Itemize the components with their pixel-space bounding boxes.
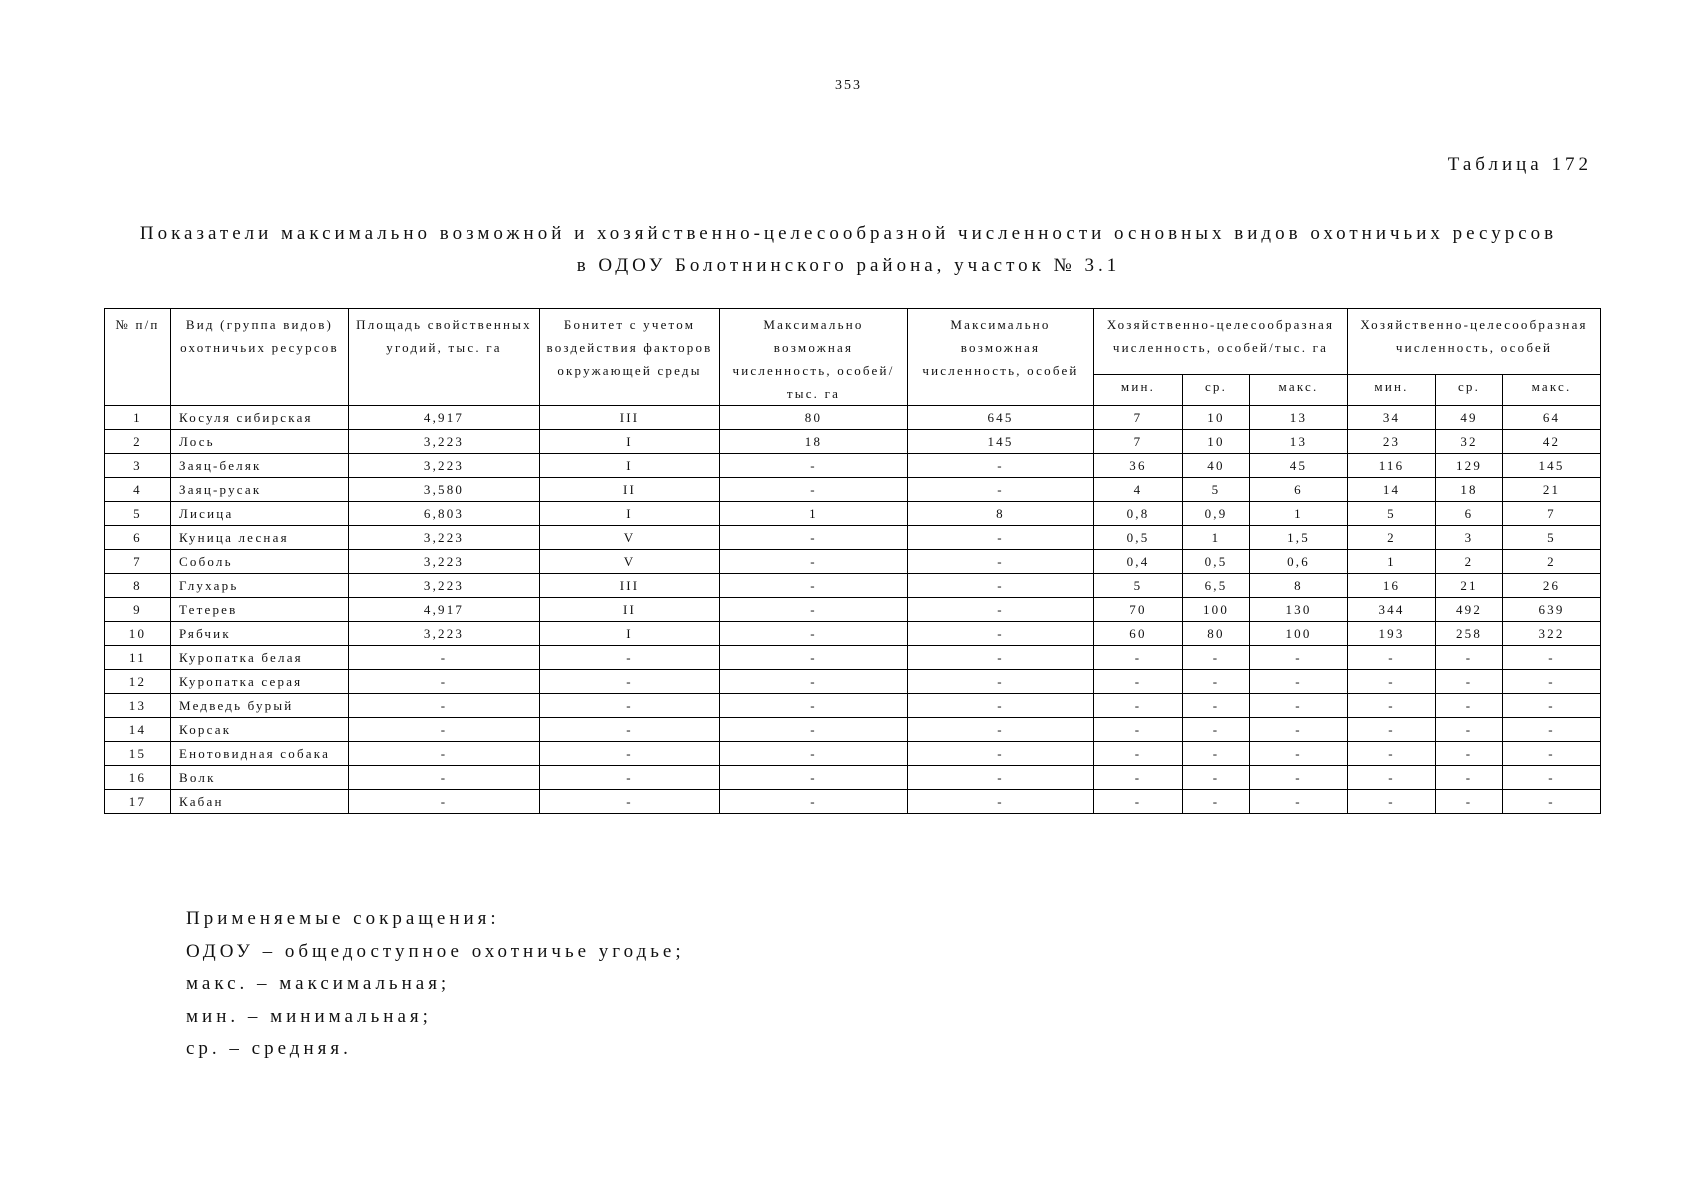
cell-econ-density-min: - [1094,718,1183,742]
cell-max-count: - [908,454,1094,478]
header-species: Вид (группа видов) охотничьих ресурсов [171,309,349,406]
cell-econ-density-min: 0,5 [1094,526,1183,550]
cell-area: - [349,646,540,670]
cell-num: 14 [105,718,171,742]
cell-num: 7 [105,550,171,574]
cell-econ-density-min: 4 [1094,478,1183,502]
cell-econ-count-avg: 3 [1436,526,1503,550]
cell-econ-density-avg: - [1183,646,1250,670]
cell-econ-count-max: - [1503,646,1601,670]
subheader-min: мин. [1094,374,1183,405]
cell-econ-density-avg: 100 [1183,598,1250,622]
cell-econ-count-max: 64 [1503,406,1601,430]
cell-max-density: - [720,622,908,646]
cell-econ-count-avg: 492 [1436,598,1503,622]
table-row [105,526,1601,550]
table-row [105,478,1601,502]
cell-max-count: 145 [908,430,1094,454]
cell-max-density: 18 [720,430,908,454]
cell-num: 16 [105,766,171,790]
cell-econ-density-max: 1 [1250,502,1348,526]
cell-econ-density-min: - [1094,646,1183,670]
cell-econ-density-max: - [1250,670,1348,694]
table-row [105,550,1601,574]
cell-area: 4,917 [349,406,540,430]
cell-econ-count-max: 322 [1503,622,1601,646]
cell-num: 8 [105,574,171,598]
cell-bonitet: - [540,694,720,718]
cell-bonitet: II [540,478,720,502]
cell-econ-density-max: - [1250,742,1348,766]
cell-max-count: - [908,646,1094,670]
cell-econ-count-min: 34 [1348,406,1436,430]
cell-bonitet: V [540,550,720,574]
cell-econ-count-max: 145 [1503,454,1601,478]
header-max-count: Максимально возможная численность, особей [908,309,1094,406]
subheader-avg: ср. [1183,374,1250,405]
cell-econ-count-min: 16 [1348,574,1436,598]
cell-max-density: - [720,670,908,694]
table-row [105,766,1601,790]
cell-num: 3 [105,454,171,478]
header-area: Площадь свойственных угодий, тыс. га [349,309,540,406]
cell-econ-count-avg: 32 [1436,430,1503,454]
cell-econ-density-min: - [1094,670,1183,694]
cell-econ-count-avg: 21 [1436,574,1503,598]
cell-species: Корсак [171,718,349,742]
table-row [105,598,1601,622]
cell-econ-count-max: 26 [1503,574,1601,598]
cell-econ-density-avg: 10 [1183,406,1250,430]
cell-max-count: - [908,598,1094,622]
header-econ-density: Хозяйственно-целесообразная численность, особей/тыс. га [1094,309,1348,375]
cell-econ-count-avg: - [1436,646,1503,670]
cell-max-density: 1 [720,502,908,526]
cell-species: Косуля сибирская [171,406,349,430]
cell-econ-count-max: 2 [1503,550,1601,574]
cell-max-density: - [720,478,908,502]
cell-econ-count-avg: 258 [1436,622,1503,646]
abbreviations-notes [186,903,685,1066]
cell-econ-density-avg: - [1183,742,1250,766]
header-econ-count: Хозяйственно-целесообразная численность, особей [1348,309,1601,375]
cell-econ-density-max: 1,5 [1250,526,1348,550]
table-row [105,718,1601,742]
population-table [104,308,1601,814]
cell-max-density: - [720,742,908,766]
cell-max-count: - [908,526,1094,550]
cell-bonitet: - [540,718,720,742]
cell-econ-count-min: 14 [1348,478,1436,502]
cell-max-count: - [908,574,1094,598]
cell-area: 3,223 [349,622,540,646]
cell-area: 3,223 [349,430,540,454]
cell-num: 13 [105,694,171,718]
cell-econ-count-avg: - [1436,790,1503,814]
cell-max-density: - [720,598,908,622]
cell-econ-count-avg: 6 [1436,502,1503,526]
cell-area: - [349,718,540,742]
cell-max-count: - [908,670,1094,694]
cell-econ-density-avg: - [1183,718,1250,742]
cell-econ-count-max: - [1503,742,1601,766]
cell-num: 9 [105,598,171,622]
cell-econ-count-min: 344 [1348,598,1436,622]
cell-econ-density-max: 45 [1250,454,1348,478]
document-title [60,218,1637,282]
cell-econ-count-max: - [1503,766,1601,790]
cell-max-density: - [720,718,908,742]
cell-econ-count-min: 5 [1348,502,1436,526]
cell-area: 3,580 [349,478,540,502]
cell-num: 6 [105,526,171,550]
cell-max-count: - [908,478,1094,502]
cell-max-count: - [908,790,1094,814]
cell-econ-count-avg: 2 [1436,550,1503,574]
cell-econ-density-avg: - [1183,790,1250,814]
cell-num: 15 [105,742,171,766]
cell-econ-count-avg: - [1436,718,1503,742]
subheader-max: макс. [1503,374,1601,405]
cell-max-density: - [720,526,908,550]
cell-bonitet: - [540,670,720,694]
cell-max-density: - [720,766,908,790]
note-item: мин. – минимальная; [186,1005,432,1027]
note-item: макс. – максимальная; [186,973,451,994]
cell-econ-density-min: 5 [1094,574,1183,598]
cell-area: - [349,766,540,790]
cell-num: 1 [105,406,171,430]
cell-econ-density-max: - [1250,718,1348,742]
cell-num: 4 [105,478,171,502]
cell-bonitet: - [540,790,720,814]
cell-econ-density-max: 8 [1250,574,1348,598]
cell-bonitet: III [540,574,720,598]
cell-econ-count-min: - [1348,718,1436,742]
cell-max-count: 8 [908,502,1094,526]
cell-econ-count-max: - [1503,718,1601,742]
cell-econ-count-avg: - [1436,766,1503,790]
cell-econ-density-avg: 0,5 [1183,550,1250,574]
table-row [105,622,1601,646]
title-line-2: в ОДОУ Болотнинского района, участок № 3.1 [576,255,1121,276]
cell-bonitet: I [540,454,720,478]
cell-econ-count-max: 21 [1503,478,1601,502]
cell-econ-density-avg: - [1183,670,1250,694]
cell-econ-density-max: - [1250,790,1348,814]
cell-species: Енотовидная собака [171,742,349,766]
cell-bonitet: I [540,430,720,454]
cell-econ-count-min: - [1348,742,1436,766]
table-row [105,502,1601,526]
cell-max-density: - [720,454,908,478]
cell-species: Глухарь [171,574,349,598]
cell-bonitet: V [540,526,720,550]
cell-econ-count-min: - [1348,694,1436,718]
cell-econ-density-min: - [1094,742,1183,766]
cell-max-count: 645 [908,406,1094,430]
cell-econ-density-avg: 40 [1183,454,1250,478]
table-row [105,742,1601,766]
cell-econ-density-avg: 1 [1183,526,1250,550]
cell-econ-density-max: 130 [1250,598,1348,622]
cell-econ-count-max: 42 [1503,430,1601,454]
cell-econ-density-avg: - [1183,766,1250,790]
cell-area: - [349,694,540,718]
cell-econ-count-min: 1 [1348,550,1436,574]
cell-max-density: - [720,574,908,598]
cell-max-density: - [720,646,908,670]
cell-econ-count-min: - [1348,766,1436,790]
cell-econ-count-min: - [1348,790,1436,814]
cell-econ-density-min: 70 [1094,598,1183,622]
page-number: 353 [835,78,862,93]
cell-species: Медведь бурый [171,694,349,718]
table-row [105,790,1601,814]
table-row [105,646,1601,670]
table-row [105,694,1601,718]
cell-econ-count-avg: - [1436,694,1503,718]
note-item: ОДОУ – общедоступное охотничье угодье; [186,940,685,962]
table-row [105,430,1601,454]
cell-econ-density-min: 7 [1094,406,1183,430]
cell-area: - [349,742,540,766]
cell-econ-count-max: 639 [1503,598,1601,622]
notes-heading: Применяемые сокращения: [186,908,500,929]
cell-econ-count-max: 7 [1503,502,1601,526]
cell-species: Заяц-русак [171,478,349,502]
cell-econ-density-min: 0,8 [1094,502,1183,526]
cell-econ-count-max: - [1503,670,1601,694]
cell-econ-density-min: 36 [1094,454,1183,478]
subheader-min: мин. [1348,374,1436,405]
cell-econ-density-min: 7 [1094,430,1183,454]
note-item: ср. – средняя. [186,1038,352,1059]
cell-max-count: - [908,766,1094,790]
cell-econ-density-min: 0,4 [1094,550,1183,574]
cell-area: 4,917 [349,598,540,622]
cell-species: Лисица [171,502,349,526]
cell-area: 3,223 [349,574,540,598]
cell-bonitet: III [540,406,720,430]
cell-bonitet: I [540,622,720,646]
cell-species: Соболь [171,550,349,574]
cell-econ-count-avg: 49 [1436,406,1503,430]
cell-econ-count-min: - [1348,646,1436,670]
table-label: Таблица 172 [1447,154,1592,175]
cell-econ-density-max: 13 [1250,406,1348,430]
cell-max-count: - [908,742,1094,766]
subheader-avg: ср. [1436,374,1503,405]
cell-econ-density-max: 0,6 [1250,550,1348,574]
cell-econ-density-min: - [1094,766,1183,790]
cell-econ-count-min: - [1348,670,1436,694]
cell-econ-density-min: - [1094,790,1183,814]
cell-econ-density-avg: 0,9 [1183,502,1250,526]
cell-max-density: 80 [720,406,908,430]
cell-num: 12 [105,670,171,694]
cell-max-count: - [908,622,1094,646]
cell-num: 17 [105,790,171,814]
cell-species: Куница лесная [171,526,349,550]
cell-econ-count-max: 5 [1503,526,1601,550]
cell-econ-density-max: 100 [1250,622,1348,646]
cell-max-density: - [720,694,908,718]
cell-max-count: - [908,550,1094,574]
cell-species: Кабан [171,790,349,814]
header-num: № п/п [105,309,171,406]
cell-species: Куропатка серая [171,670,349,694]
cell-econ-density-min: 60 [1094,622,1183,646]
table-row [105,574,1601,598]
table-header-row [105,309,1601,375]
cell-max-count: - [908,718,1094,742]
cell-num: 5 [105,502,171,526]
cell-econ-count-avg: - [1436,670,1503,694]
cell-bonitet: I [540,502,720,526]
cell-econ-density-max: - [1250,646,1348,670]
cell-species: Куропатка белая [171,646,349,670]
cell-max-count: - [908,694,1094,718]
cell-species: Заяц-беляк [171,454,349,478]
table-row [105,406,1601,430]
cell-bonitet: - [540,766,720,790]
subheader-max: макс. [1250,374,1348,405]
cell-econ-density-avg: 6,5 [1183,574,1250,598]
cell-econ-count-min: 116 [1348,454,1436,478]
cell-bonitet: - [540,646,720,670]
cell-bonitet: - [540,742,720,766]
cell-econ-density-max: - [1250,766,1348,790]
cell-species: Волк [171,766,349,790]
cell-area: 6,803 [349,502,540,526]
cell-econ-density-avg: - [1183,694,1250,718]
cell-area: - [349,670,540,694]
header-max-density: Максимально возможная численность, особей/тыс. га [720,309,908,406]
cell-area: - [349,790,540,814]
cell-econ-density-min: - [1094,694,1183,718]
cell-econ-density-avg: 10 [1183,430,1250,454]
cell-max-density: - [720,790,908,814]
table-row [105,454,1601,478]
cell-econ-density-avg: 5 [1183,478,1250,502]
cell-num: 11 [105,646,171,670]
cell-econ-count-min: 193 [1348,622,1436,646]
cell-area: 3,223 [349,550,540,574]
cell-econ-density-avg: 80 [1183,622,1250,646]
cell-species: Тетерев [171,598,349,622]
title-line-1: Показатели максимально возможной и хозяйственно-целесообразной численности основных видов охотничьих ресурсов [139,223,1558,244]
header-bonitet: Бонитет с учетом воздействия факторов окружающей среды [540,309,720,406]
cell-econ-count-max: - [1503,694,1601,718]
cell-area: 3,223 [349,526,540,550]
cell-econ-count-avg: - [1436,742,1503,766]
cell-econ-count-max: - [1503,790,1601,814]
table-row [105,670,1601,694]
cell-econ-count-min: 23 [1348,430,1436,454]
cell-num: 2 [105,430,171,454]
cell-econ-density-max: 6 [1250,478,1348,502]
notes-list [186,936,685,1066]
cell-econ-count-min: 2 [1348,526,1436,550]
cell-area: 3,223 [349,454,540,478]
cell-species: Лось [171,430,349,454]
cell-econ-density-max: 13 [1250,430,1348,454]
table-body [105,406,1601,814]
cell-bonitet: II [540,598,720,622]
cell-max-density: - [720,550,908,574]
cell-num: 10 [105,622,171,646]
cell-econ-count-avg: 18 [1436,478,1503,502]
cell-econ-density-max: - [1250,694,1348,718]
cell-species: Рябчик [171,622,349,646]
cell-econ-count-avg: 129 [1436,454,1503,478]
